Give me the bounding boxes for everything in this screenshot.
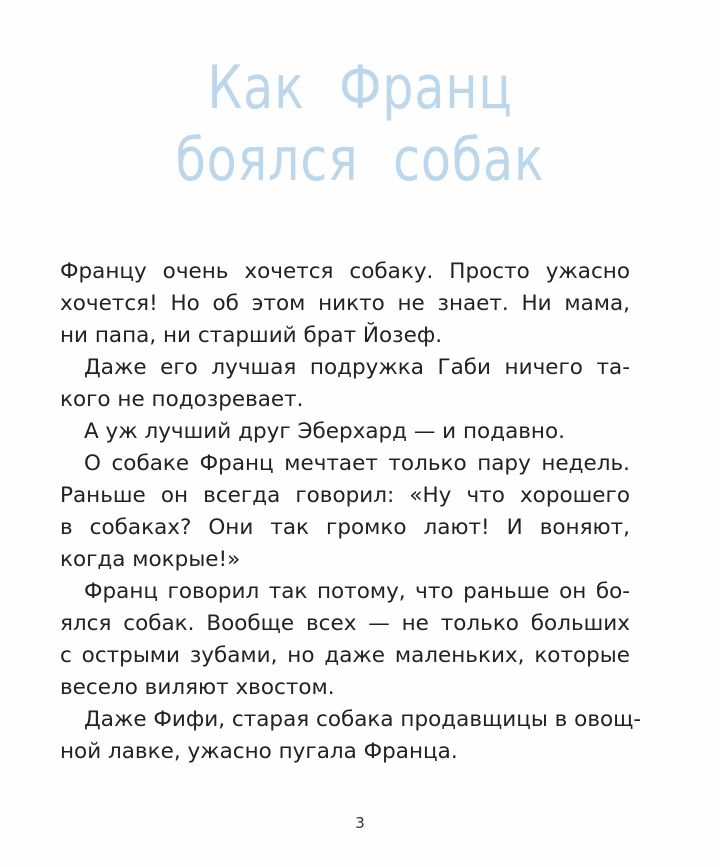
chapter-title-line-2: боялся собак — [175, 125, 545, 195]
story-text — [60, 256, 642, 768]
text-line: хочется! Но об этом никто не знает. Ни мама, — [60, 291, 630, 316]
text-line: с острыми зубами, но даже маленьких, которые — [60, 643, 630, 668]
text-line: ни папа, ни старший брат Йозеф. — [60, 323, 443, 348]
text-line: О собаке Франц мечтает только пару недель. — [84, 451, 630, 476]
chapter-title-line-1: Как Франц — [207, 53, 513, 123]
text-line: кого не подозревает. — [60, 387, 304, 412]
page-number: 3 — [355, 814, 365, 832]
text-line: в собаках? Они так громко лают! И воняют, — [60, 515, 630, 540]
text-line: Раньше он всегда говорил: «Ну что хорошего — [60, 483, 630, 508]
text-line: Даже Фифи, старая собака продавщицы в овощ- — [84, 707, 642, 732]
text-line: ялся собак. Вообще всех — не только больших — [60, 611, 630, 636]
text-line: А уж лучший друг Эберхард — и подавно. — [84, 419, 565, 444]
text-line: когда мокрые!» — [60, 547, 241, 572]
text-line: весело виляют хвостом. — [60, 675, 335, 700]
text-line: Францу очень хочется собаку. Просто ужасно — [60, 259, 630, 284]
text-line: Франц говорил так потому, что раньше он бо- — [84, 579, 630, 604]
chapter-title — [65, 52, 655, 196]
text-line: ной лавке, ужасно пугала Франца. — [60, 739, 458, 764]
text-line: Даже его лучшая подружка Габи ничего та- — [84, 355, 630, 380]
